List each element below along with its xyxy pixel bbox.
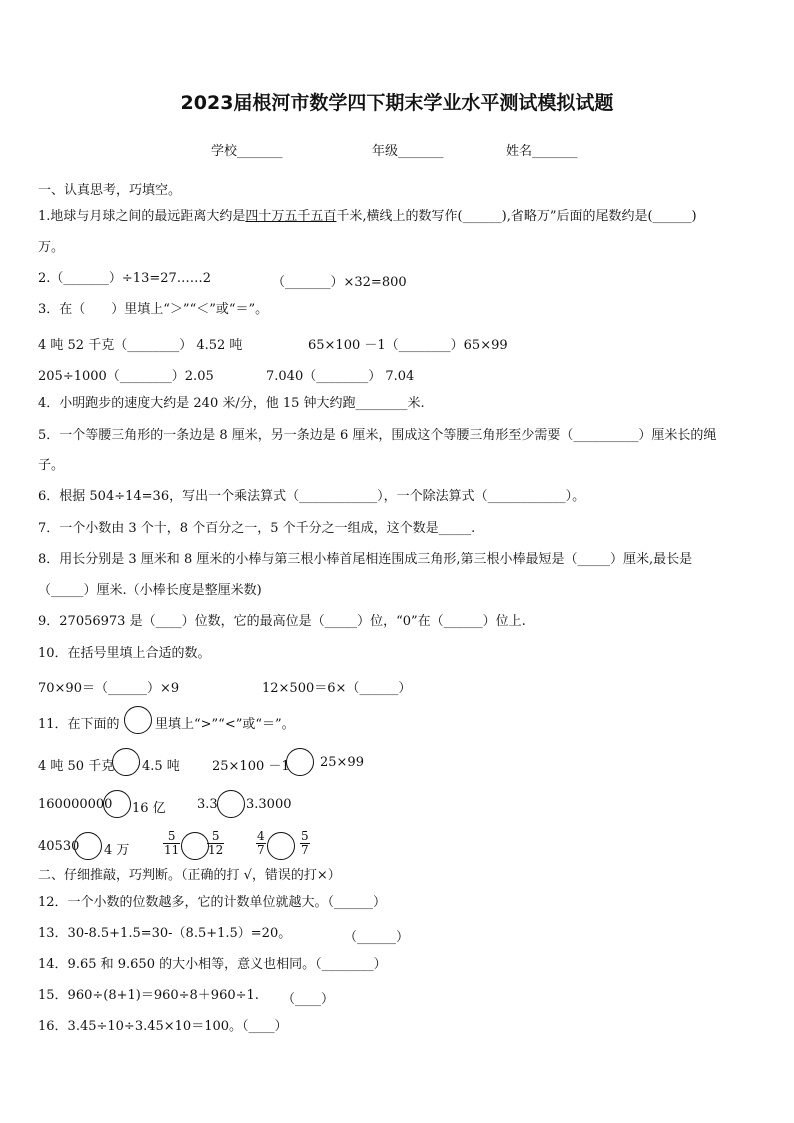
denominator: 11 [164,843,180,857]
q2-right: （_______）×32=800 [272,275,407,290]
question-8: 8．用长分别是 3 厘米和 8 厘米的小棒与第三根小棒首尾相连围成三角形,第三根小棒最短是（_____）厘米,最长是 [38,552,693,567]
question-5-cont: 子。 [38,458,65,473]
question-16: 16．3.45÷10÷3.45×10＝100。（____） [38,1019,288,1034]
q3-row2-left: 205÷1000（________）2.05 [38,369,214,384]
q11-r1a-right: 4.5 吨 [142,759,180,774]
question-9: 9．27056973 是（____）位数，它的最高位是（_____）位，“0”在（______）位上. [38,614,526,629]
question-1-cont: 万。 [38,240,65,255]
section-2-heading: 二、仔细推敲，巧判断。（正确的打 √，错误的打×） [38,868,341,883]
name-field: 姓名_______ [506,144,578,159]
q11-stem-a: 11．在下面的 [38,717,120,732]
question-4: 4．小明跑步的速度大约是 240 米/分，他 15 钟大约跑________米. [38,396,425,411]
question-8-cont: （_____）厘米.（小棒长度是整厘米数) [38,583,262,598]
q11-stem-circle [124,706,152,734]
q11-r3a-left: 40530 [38,839,80,854]
q13-answer: （______） [344,930,410,945]
fraction [256,830,266,857]
q11-r2a-right: 16 亿 [132,801,166,816]
q11-r2a-left: 160000000 [38,797,113,812]
q11-compare-circle[interactable] [74,832,102,860]
question-5: 5．一个等腰三角形的一条边是 8 厘米，另一条边是 6 厘米，围成这个等腰三角形至少需要（__________）厘米长的绳 [38,428,717,443]
q11-r1a-left: 4 吨 50 千克 [38,759,115,774]
q11-compare-circle[interactable] [112,748,140,776]
q11-compare-circle[interactable] [181,832,209,860]
q3-row1-right: 65×100 －1（________）65×99 [308,338,508,353]
question-7: 7．一个小数由 3 个十，8 个百分之一，5 个千分之一组成，这个数是_____. [38,521,476,536]
numerator: 5 [167,829,176,843]
q11-compare-circle[interactable] [217,790,245,818]
q11-r2b-right: 3.3000 [246,797,292,812]
numerator: 5 [301,829,309,843]
numerator: 5 [211,829,220,843]
page-title: 2023届根河市数学四下期末学业水平测试模拟试题 [180,92,614,114]
q11-compare-circle[interactable] [286,748,314,776]
q11-compare-circle[interactable] [267,832,295,860]
question-15: 15．960÷(8+1)＝960÷8＋960÷1. [38,988,259,1003]
fraction [163,830,180,857]
question-1 [38,209,756,225]
q2-left: 2.（_______）÷13=27……2 [38,271,212,286]
grade-field: 年级_______ [372,144,444,159]
q10-right: 12×500＝6×（______） [262,681,412,696]
q15-answer: （____） [282,992,335,1007]
question-10: 10．在括号里填上合适的数。 [38,646,211,661]
q10-left: 70×90＝（______）×9 [38,681,180,696]
fraction [300,830,310,857]
question-12: 12．一个小数的位数越多，它的计数单位就越大。（______） [38,895,387,910]
q3-row1-left: 4 吨 52 千克（________） 4.52 吨 [38,338,243,353]
denominator: 12 [208,843,224,857]
section-1-heading: 一、认真思考，巧填空。 [38,183,182,198]
q11-r3a-right: 4 万 [104,843,130,858]
q11-stem-b: 里填上“>”“<”或“＝”。 [155,717,295,732]
q11-r1b-left: 25×100 －1 [212,759,290,774]
fraction [207,830,224,857]
numerator: 4 [257,829,265,843]
q1-text-b: 千米,横线上的数写作(______),省略万”后面的尾数约是(______) [336,209,697,224]
question-14: 14．9.65 和 9.650 的大小相等，意义也相同。（________） [38,957,387,972]
q11-r2b-left: 3.3 [197,797,218,812]
question-3: 3．在（ ）里填上“＞”“＜”或“＝”。 [38,302,269,317]
q11-compare-circle[interactable] [103,790,131,818]
school-field: 学校_______ [211,144,283,159]
question-6: 6．根据 504÷14=36，写出一个乘法算式（____________），一个除法算式（____________）。 [38,489,586,504]
q1-text-a: 1.地球与月球之间的最远距离大约是 [38,209,246,224]
q3-row2-right: 7.040（________） 7.04 [266,369,415,384]
denominator: 7 [301,843,309,857]
q11-r1b-right: 25×99 [320,755,364,770]
denominator: 7 [257,843,265,857]
question-13: 13．30-8.5+1.5=30-（8.5+1.5）=20。 [38,926,292,941]
q1-underlined-number: 四十万五千五百 [245,209,337,224]
